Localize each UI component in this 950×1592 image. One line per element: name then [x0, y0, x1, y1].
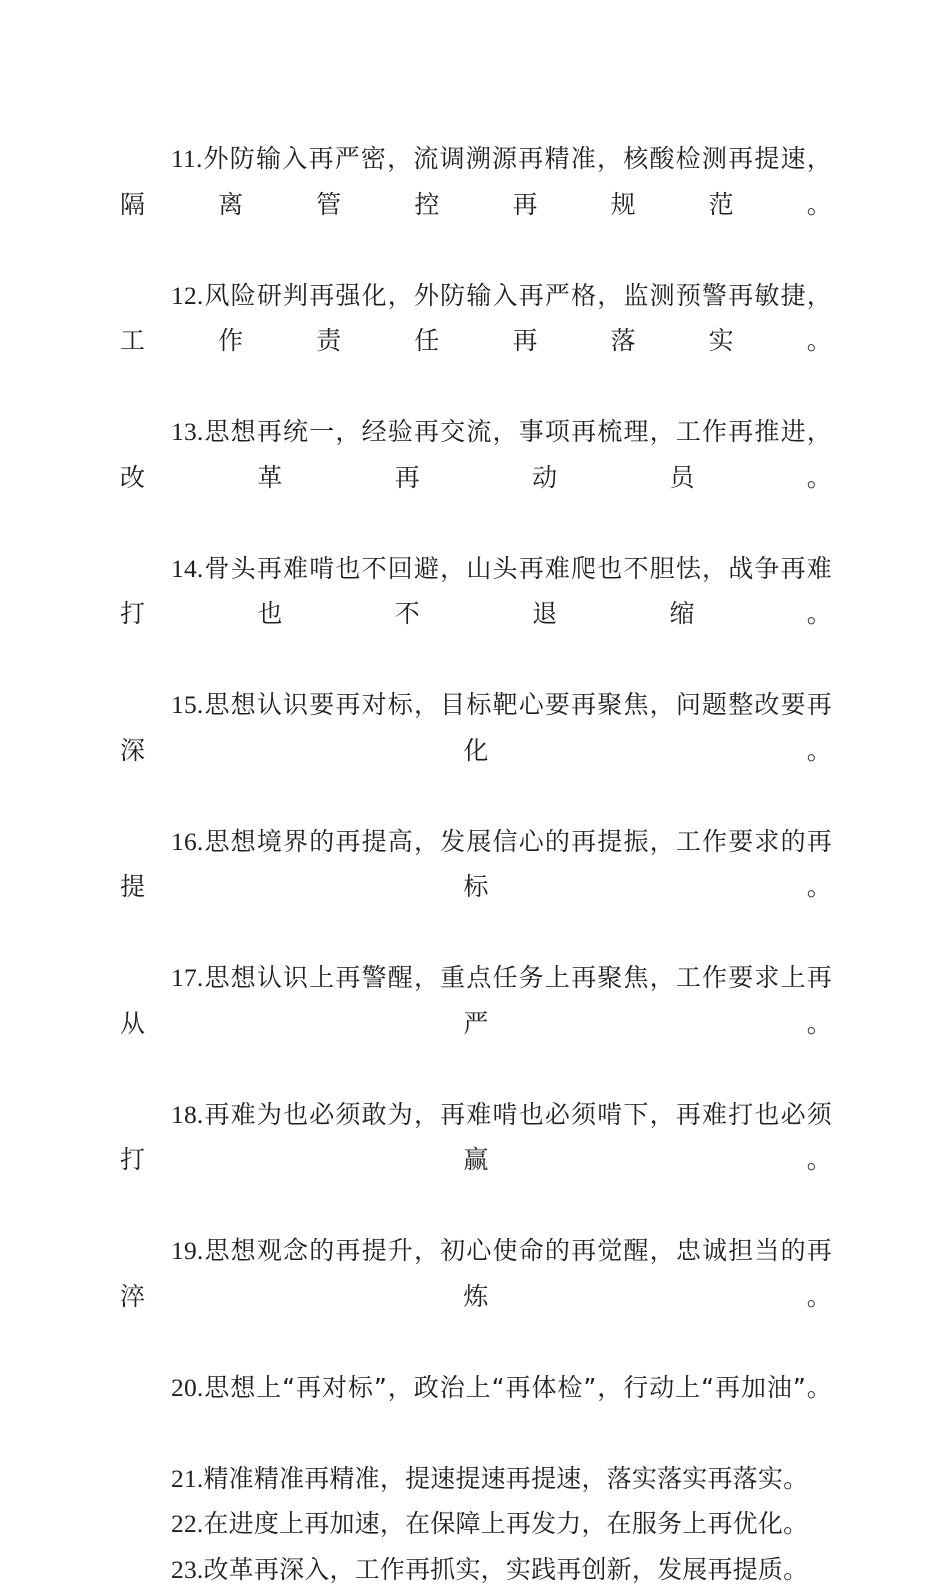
paragraph-item — [120, 409, 832, 546]
paragraph-item — [120, 546, 832, 683]
list-number: 14. — [171, 554, 203, 583]
paragraph-item — [120, 819, 832, 956]
list-number: 15. — [171, 690, 203, 719]
paragraph-item — [120, 1547, 832, 1592]
list-number: 11. — [171, 144, 203, 173]
paragraph-text: 精准精准再精准，提速提速再提速，落实落实再落实。 — [203, 1464, 808, 1493]
paragraph-text: 改革再深入，工作再抓实，实践再创新，发展再提质。 — [203, 1555, 808, 1584]
list-number: 13. — [171, 417, 203, 446]
paragraph-item — [120, 1501, 832, 1547]
paragraph-text: 风险研判再强化，外防输入再严格，监测预警再敏捷，工作责任再落实。 — [120, 281, 832, 356]
paragraph-item — [120, 273, 832, 410]
paragraph-text: 思想上“再对标”，政治上“再体检”，行动上“再加油”。 — [203, 1373, 832, 1402]
list-number: 17. — [171, 963, 203, 992]
paragraph-item — [120, 1365, 832, 1456]
paragraph-item — [120, 136, 832, 273]
document-body — [120, 136, 832, 1592]
paragraph-text: 在进度上再加速，在保障上再发力，在服务上再优化。 — [203, 1509, 808, 1538]
paragraph-item — [120, 1228, 832, 1365]
list-number: 12. — [171, 281, 203, 310]
paragraph-text: 思想境界的再提高，发展信心的再提振，工作要求的再提标。 — [120, 827, 832, 902]
paragraph-text: 思想再统一，经验再交流，事项再梳理，工作再推进，改革再动员。 — [120, 417, 832, 492]
paragraph-text: 思想认识上再警醒，重点任务上再聚焦，工作要求上再从严。 — [120, 963, 832, 1038]
paragraph-text: 思想认识要再对标，目标靶心要再聚焦，问题整改要再深化。 — [120, 690, 832, 765]
paragraph-text: 再难为也必须敢为，再难啃也必须啃下，再难打也必须打赢。 — [120, 1100, 832, 1175]
list-number: 22. — [171, 1509, 203, 1538]
list-number: 23. — [171, 1555, 203, 1584]
paragraph-item — [120, 1456, 832, 1502]
list-number: 18. — [171, 1100, 203, 1129]
paragraph-item — [120, 955, 832, 1092]
paragraph-text: 思想观念的再提升，初心使命的再觉醒，忠诚担当的再淬炼。 — [120, 1236, 832, 1311]
list-number: 21. — [171, 1464, 203, 1493]
paragraph-item — [120, 1092, 832, 1229]
paragraph-text: 外防输入再严密，流调溯源再精准，核酸检测再提速，隔离管控再规范。 — [120, 144, 832, 219]
list-number: 16. — [171, 827, 203, 856]
paragraph-text: 骨头再难啃也不回避，山头再难爬也不胆怯，战争再难打也不退缩。 — [120, 554, 832, 629]
paragraph-item — [120, 682, 832, 819]
list-number: 19. — [171, 1236, 203, 1265]
list-number: 20. — [171, 1373, 203, 1402]
